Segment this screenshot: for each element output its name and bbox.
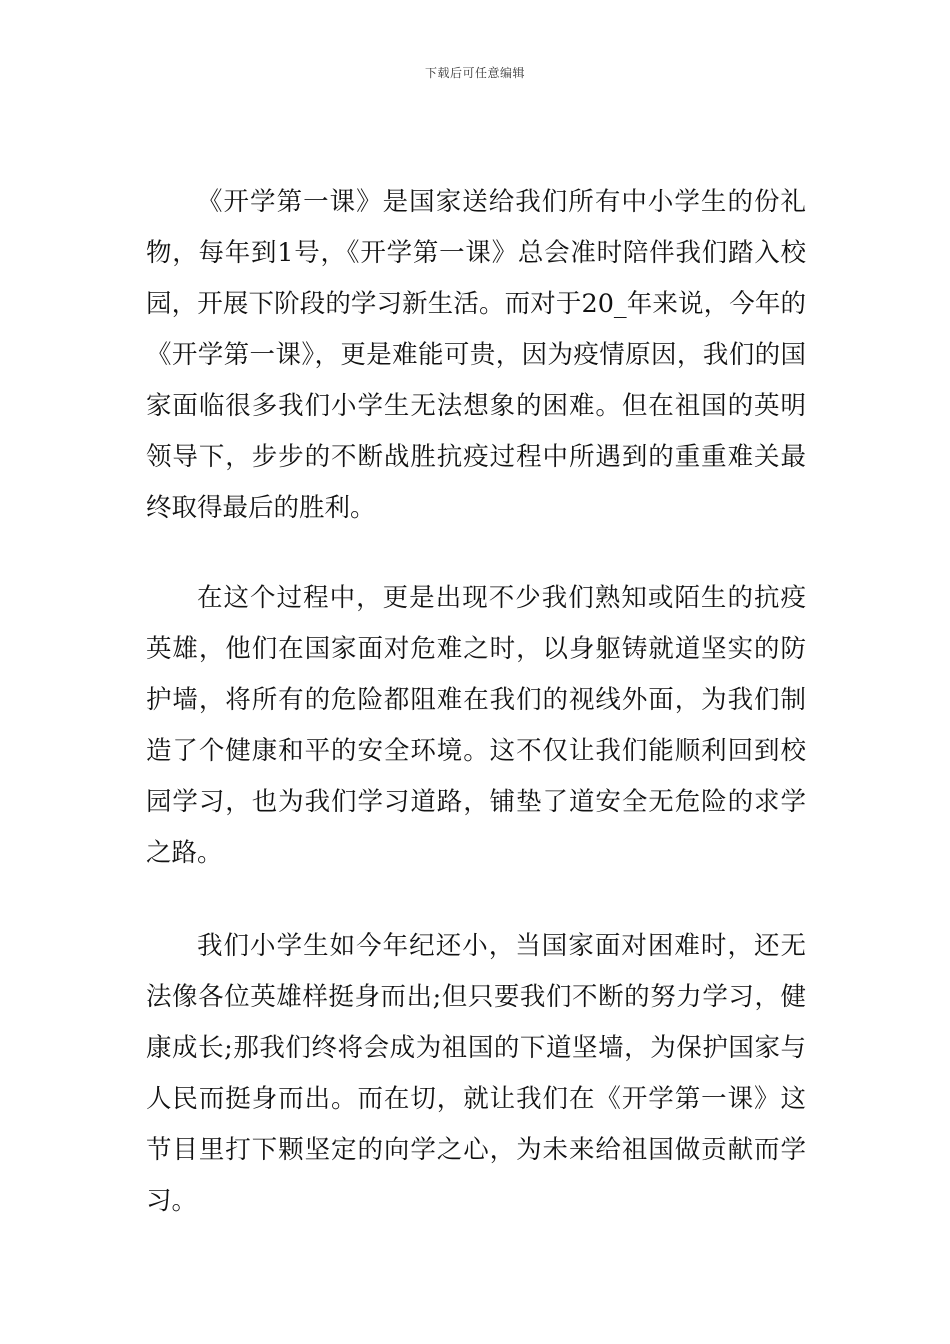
paragraph-2: 在这个过程中，更是出现不少我们熟知或陌生的抗疫英雄，他们在国家面对危难之时，以身躯铸就道坚实的防护墙，将所有的危险都阻难在我们的视线外面，为我们制造了个健康和平的安全环境。这不仅让我们能顺利回到校园学习，也为我们学习道路，铺垫了道安全无危险的求学之路。	[146, 583, 806, 868]
paragraph-1: 《开学第一课》是国家送给我们所有中小学生的份礼物，每年到1号，《开学第一课》总会准时陪伴我们踏入校园，开展下阶段的学习新生活。而对于20_年来说，今年的《开学第一课》，更是难能可贵，因为疫情原因，我们的国家面临很多我们小学生无法想象的困难。但在祖国的英明领导下，步步的不断战胜抗疫过程中所遇到的重重难关最终取得最后的胜利。	[146, 187, 806, 523]
paragraph-3: 我们小学生如今年纪还小，当国家面对困难时，还无法像各位英雄样挺身而出;但只要我们不断的努力学习，健康成长;那我们终将会成为祖国的下道坚墙，为保护国家与人民而挺身而出。而在切，就让我们在《开学第一课》这节目里打下颗坚定的向学之心，为未来给祖国做贡献而学习。	[146, 931, 806, 1216]
page-header-note: 下载后可任意编辑	[424, 66, 525, 80]
